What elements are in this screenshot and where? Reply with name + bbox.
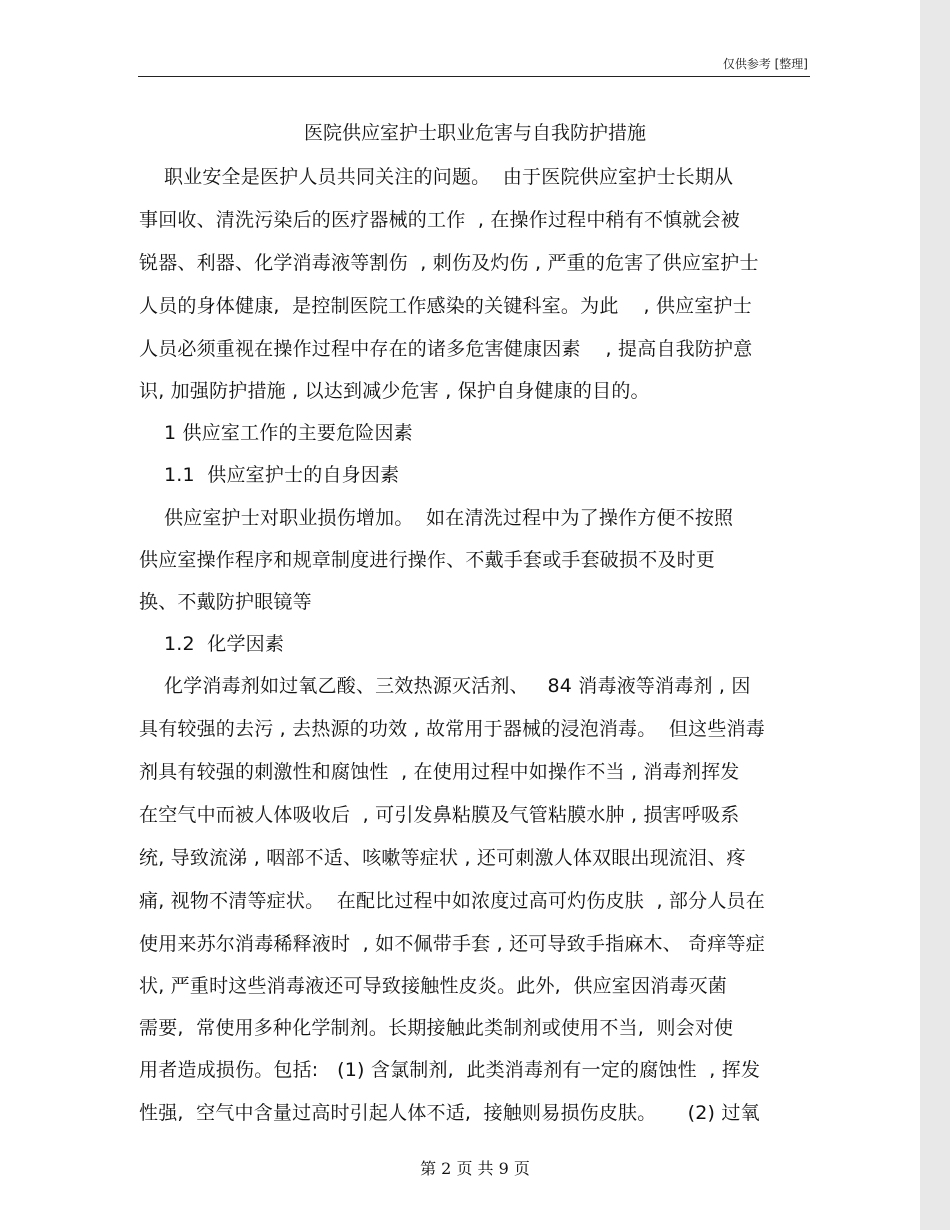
body-line: 使用来苏尔消毒稀释液时 , 如不佩带手套 , 还可导致手指麻木、 奇痒等症 bbox=[139, 933, 765, 955]
subsection-heading: 1.2 化学因素 bbox=[139, 633, 285, 655]
body-line: 换、不戴防护眼镜等 bbox=[139, 591, 312, 613]
body-line: 剂具有较强的刺激性和腐蚀性 , 在使用过程中如操作不当 , 消毒剂挥发 bbox=[139, 761, 740, 783]
subsection-heading: 1.1 供应室护士的自身因素 bbox=[139, 464, 400, 486]
body-line: 状, 严重时这些消毒液还可导致接触性皮炎。此外, 供应室因消毒灭菌 bbox=[139, 975, 727, 997]
body-line: 统, 导致流涕 , 咽部不适、咳嗽等症状 , 还可刺激人体双眼出现流泪、疼 bbox=[139, 847, 746, 869]
body-line: 具有较强的去污 , 去热源的功效 , 故常用于器械的浸泡消毒。 但这些消毒 bbox=[139, 718, 765, 740]
body-line: 供应室护士对职业损伤增加。 如在清洗过程中为了操作方便不按照 bbox=[139, 507, 734, 529]
body-line: 痛, 视物不清等症状。 在配比过程中如浓度过高可灼伤皮肤 , 部分人员在 bbox=[139, 890, 765, 912]
body-line: 职业安全是医护人员共同关注的问题。 由于医院供应室护士长期从 bbox=[139, 166, 734, 188]
body-line: 识, 加强防护措施 , 以达到减少危害 , 保护自身健康的目的。 bbox=[139, 380, 650, 402]
page-number: 第 2 页 共 9 页 bbox=[420, 1159, 530, 1178]
body-line: 需要, 常使用多种化学制剂。长期接触此类制剂或使用不当, 则会对使 bbox=[139, 1017, 734, 1039]
body-line: 性强, 空气中含量过高时引起人体不适, 接触则易损伤皮肤。 (2) 过氧 bbox=[139, 1102, 760, 1124]
section-heading: 1 供应室工作的主要危险因素 bbox=[139, 422, 413, 444]
viewer-gutter bbox=[920, 0, 950, 1230]
body-line: 化学消毒剂如过氧乙酸、三效热源灭活剂、 84 消毒液等消毒剂 , 因 bbox=[139, 675, 751, 697]
body-line: 事回收、清洗污染后的医疗器械的工作 , 在操作过程中稍有不慎就会被 bbox=[139, 209, 740, 231]
body-line: 人员的身体健康, 是控制医院工作感染的关键科室。为此 , 供应室护士 bbox=[139, 295, 752, 317]
header-rule bbox=[138, 76, 810, 77]
document-title: 医院供应室护士职业危害与自我防护措施 bbox=[303, 122, 646, 144]
body-line: 在空气中而被人体吸收后 , 可引发鼻粘膜及气管粘膜水肿 , 损害呼吸系 bbox=[139, 804, 740, 826]
body-line: 锐器、利器、化学消毒液等割伤 , 刺伤及灼伤 , 严重的危害了供应室护士 bbox=[139, 252, 759, 274]
body-line: 人员必须重视在操作过程中存在的诸多危害健康因素 , 提高自我防护意 bbox=[139, 338, 753, 360]
body-line: 供应室操作程序和规章制度进行操作、不戴手套或手套破损不及时更 bbox=[139, 549, 716, 571]
header-note: 仅供参考 [整理] bbox=[722, 57, 808, 71]
body-line: 用者造成损伤。包括: (1) 含氯制剂, 此类消毒剂有一定的腐蚀性 , 挥发 bbox=[139, 1059, 761, 1081]
